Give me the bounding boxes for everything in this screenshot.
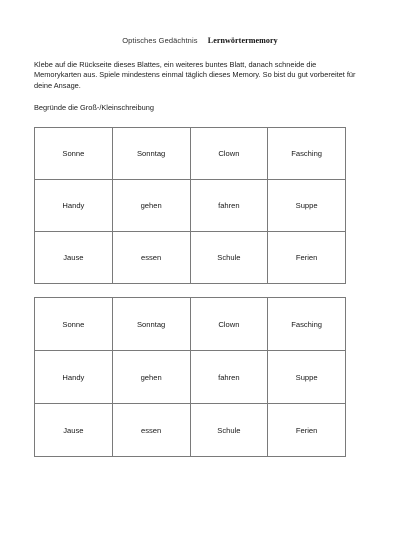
memory-card: Sonntag — [112, 128, 190, 180]
memory-card: Jause — [35, 404, 113, 457]
card-row — [35, 298, 346, 351]
intro-text: Klebe auf die Rückseite dieses Blattes, ein weiteres buntes Blatt, danach schneide die Memorykarten aus. Spiele mindestens einmal täglich dieses Memory. So bist du gut vorbereitet für deine Ansage. — [34, 60, 356, 90]
memory-card: Schule — [190, 232, 268, 284]
memory-card: essen — [112, 404, 190, 457]
memory-card: Suppe — [268, 351, 346, 404]
card-row — [35, 351, 346, 404]
card-row — [35, 128, 346, 180]
memory-card: Handy — [35, 351, 113, 404]
card-row — [35, 404, 346, 457]
memory-card: essen — [112, 232, 190, 284]
memory-card: Handy — [35, 180, 113, 232]
memory-card: Fasching — [268, 298, 346, 351]
memory-card: Ferien — [268, 232, 346, 284]
memory-card: Clown — [190, 298, 268, 351]
memory-card: Sonntag — [112, 298, 190, 351]
page-subtitle: Optisches Gedächtnis — [122, 36, 198, 45]
memory-card: Jause — [35, 232, 113, 284]
memory-card: Sonne — [35, 298, 113, 351]
memory-card: Sonne — [35, 128, 113, 180]
intro-paragraph — [34, 60, 364, 91]
memory-card: Schule — [190, 404, 268, 457]
instruction-text: Begründe die Groß-/Kleinschreibung — [34, 103, 154, 112]
memory-card-grid-1 — [34, 127, 346, 284]
memory-card: gehen — [112, 180, 190, 232]
page-header — [0, 36, 400, 45]
card-row — [35, 232, 346, 284]
memory-card: gehen — [112, 351, 190, 404]
memory-card: Clown — [190, 128, 268, 180]
card-row — [35, 180, 346, 232]
memory-card: Fasching — [268, 128, 346, 180]
memory-card-grid-2 — [34, 297, 346, 457]
memory-card: fahren — [190, 351, 268, 404]
page-title: Lernwörtermemory — [207, 36, 278, 45]
memory-card: Ferien — [268, 404, 346, 457]
memory-card: Suppe — [268, 180, 346, 232]
memory-card: fahren — [190, 180, 268, 232]
